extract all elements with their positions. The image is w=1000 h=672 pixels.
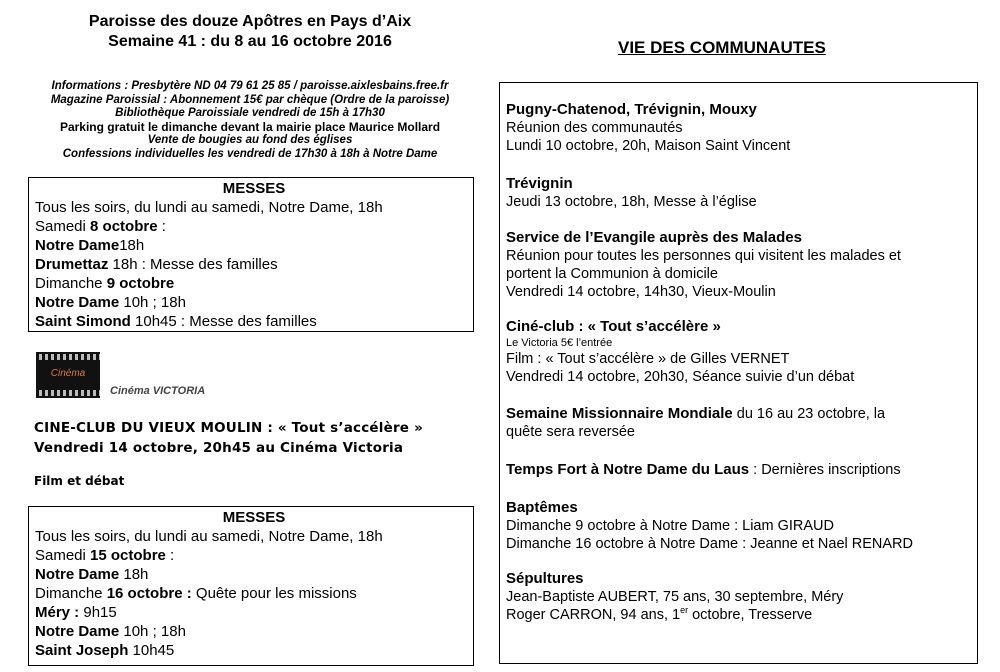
messes-church: Saint Simond — [35, 313, 131, 330]
messes-date: 15 octobre — [90, 547, 166, 564]
section-title: Trévignin — [506, 175, 573, 192]
section-line: Jean-Baptiste AUBERT, 75 ans, 30 septembre, Méry — [506, 589, 844, 605]
section-semaine-missionnaire — [506, 405, 971, 441]
section-line: quête sera reversée — [506, 424, 635, 440]
section-text: : Dernières inscriptions — [749, 462, 901, 478]
messes-line — [35, 217, 473, 236]
messes-line — [35, 546, 473, 565]
section-line — [506, 606, 971, 624]
section-line: Lundi 10 octobre, 20h, Maison Saint Vincent — [506, 138, 791, 154]
section-cine-club — [506, 318, 971, 386]
messes-text: Samedi — [35, 218, 91, 235]
messes-text: Dimanche — [35, 275, 107, 292]
section-line: Dimanche 9 octobre à Notre Dame : Liam GIRAUD — [506, 518, 834, 534]
messes-text: 18h — [119, 237, 145, 254]
section-trevignin — [506, 175, 971, 211]
messes-text: : — [157, 218, 166, 235]
messes-text: 18h : Messe des familles — [108, 256, 278, 273]
messes-church: Méry : — [35, 604, 80, 621]
messes-line — [35, 622, 473, 641]
cinema-logo-text: Cinéma — [50, 368, 86, 379]
messes-text: : — [165, 547, 175, 564]
messes-text: 10h45 : Messe des familles — [130, 313, 317, 330]
section-title: Temps Fort à Notre Dame du Laus — [506, 461, 750, 478]
film-perforation-top — [36, 354, 100, 360]
section-title: Pugny-Chatenod, Trévignin, Mouxy — [506, 101, 757, 118]
section-baptemes — [506, 499, 971, 553]
messes-church: Notre Dame — [35, 566, 120, 583]
messes-line — [35, 274, 473, 293]
messes-line — [35, 312, 473, 331]
vie-communautes-box — [499, 82, 978, 664]
section-title: Baptêmes — [506, 499, 578, 516]
section-line: Réunion des communautés — [506, 120, 683, 136]
section-small-line: Le Victoria 5€ l’entrée — [506, 337, 613, 349]
messes-text: Tous les soirs, du lundi au samedi, Notre Dame, 18h — [35, 528, 383, 545]
cinema-logo — [36, 352, 100, 398]
messes-box-week1 — [28, 177, 474, 332]
section-line: Film : « Tout s’accélère » de Gilles VERNET — [506, 351, 790, 367]
messes-text: Dimanche — [35, 585, 107, 602]
cine-club-title: CINE-CLUB DU VIEUX MOULIN : « Tout s’accélère » — [34, 420, 423, 436]
messes-line — [35, 584, 473, 603]
section-line: Vendredi 14 octobre, 20h30, Séance suivie d’un débat — [506, 369, 855, 385]
messes-line — [35, 255, 473, 274]
messes-church: Notre Dame — [35, 237, 120, 254]
info-line: Confessions individuelles les vendredi de 17h30 à 18h à Notre Dame — [62, 147, 438, 160]
week-title: Semaine 41 : du 8 au 16 octobre 2016 — [108, 33, 392, 50]
messes-line — [35, 236, 473, 255]
superscript: er — [680, 605, 689, 616]
section-title: Sépultures — [506, 570, 584, 587]
info-line: Vente de bougies au fond des églises — [147, 134, 353, 147]
messes-line — [35, 198, 473, 217]
messes-text: 10h45 — [128, 642, 175, 659]
messes-heading: MESSES — [222, 509, 286, 526]
messes-line — [35, 527, 473, 546]
parish-header — [0, 12, 500, 52]
section-pugny — [506, 101, 971, 155]
info-line: Magazine Paroissial : Abonnement 15€ par chèque (Ordre de la paroisse) — [50, 93, 450, 106]
section-line: Dimanche 16 octobre à Notre Dame : Jeanne et Nael RENARD — [506, 536, 913, 552]
section-text: du 16 au 23 octobre, la — [732, 406, 886, 422]
cine-club-date: Vendredi 14 octobre, 20h45 au Cinéma Victoria — [34, 440, 404, 456]
section-text: Roger CARRON, 94 ans, 1 — [506, 607, 681, 623]
vie-communautes-title: VIE DES COMMUNAUTES — [618, 38, 826, 57]
cinema-caption: Cinéma VICTORIA — [110, 385, 206, 397]
section-service-evangile — [506, 229, 971, 301]
messes-text: 18h — [119, 566, 149, 583]
messes-text: Samedi — [35, 547, 91, 564]
messes-date: 16 octobre : — [106, 585, 192, 602]
section-line — [506, 461, 971, 479]
section-temps-fort — [506, 461, 971, 479]
info-block — [0, 80, 500, 162]
messes-box-week2 — [28, 506, 474, 666]
messes-text: 10h ; 18h — [119, 294, 186, 311]
film-perforation-bottom — [36, 390, 100, 396]
messes-line — [35, 603, 473, 622]
messes-line — [35, 641, 473, 660]
messes-church: Saint Joseph — [35, 642, 129, 659]
section-line: portent la Communion à domicile — [506, 266, 718, 282]
section-line: Jeudi 13 octobre, 18h, Messe à l’église — [506, 194, 757, 210]
messes-church: Notre Dame — [35, 623, 120, 640]
cine-club-block — [34, 418, 423, 458]
messes-church: Drumettaz — [35, 256, 109, 273]
section-sepultures — [506, 570, 971, 624]
section-text: octobre, Tresserve — [688, 607, 813, 623]
messes-line — [35, 293, 473, 312]
messes-text: 9h15 — [79, 604, 117, 621]
parish-title: Paroisse des douze Apôtres en Pays d’Aix — [88, 13, 412, 30]
messes-line — [35, 565, 473, 584]
section-title: Semaine Missionnaire Mondiale — [506, 405, 733, 422]
messes-heading: MESSES — [222, 180, 286, 197]
section-line: Réunion pour toutes les personnes qui visitent les malades et — [506, 248, 901, 264]
messes-church: Notre Dame — [35, 294, 120, 311]
messes-text: 10h ; 18h — [119, 623, 186, 640]
messes-text: Quête pour les missions — [191, 585, 357, 602]
section-line — [506, 405, 971, 423]
messes-date: 8 octobre — [90, 218, 158, 235]
section-title: Ciné-club : « Tout s’accélère » — [506, 318, 721, 335]
messes-text: Tous les soirs, du lundi au samedi, Notre Dame, 18h — [35, 199, 383, 216]
info-line: Parking gratuit le dimanche devant la mairie place Maurice Mollard — [59, 119, 441, 134]
info-line: Informations : Presbytère ND 04 79 61 25 85 / paroisse.aixlesbains.free.fr — [51, 80, 449, 92]
section-line: Vendredi 14 octobre, 14h30, Vieux-Moulin — [506, 284, 776, 300]
info-line: Bibliothèque Paroissiale vendredi de 15h à 17h30 — [115, 107, 385, 120]
messes-date: 9 octobre — [106, 275, 175, 292]
section-title: Service de l’Evangile auprès des Malades — [506, 229, 802, 246]
film-debat: Film et débat — [34, 474, 125, 488]
